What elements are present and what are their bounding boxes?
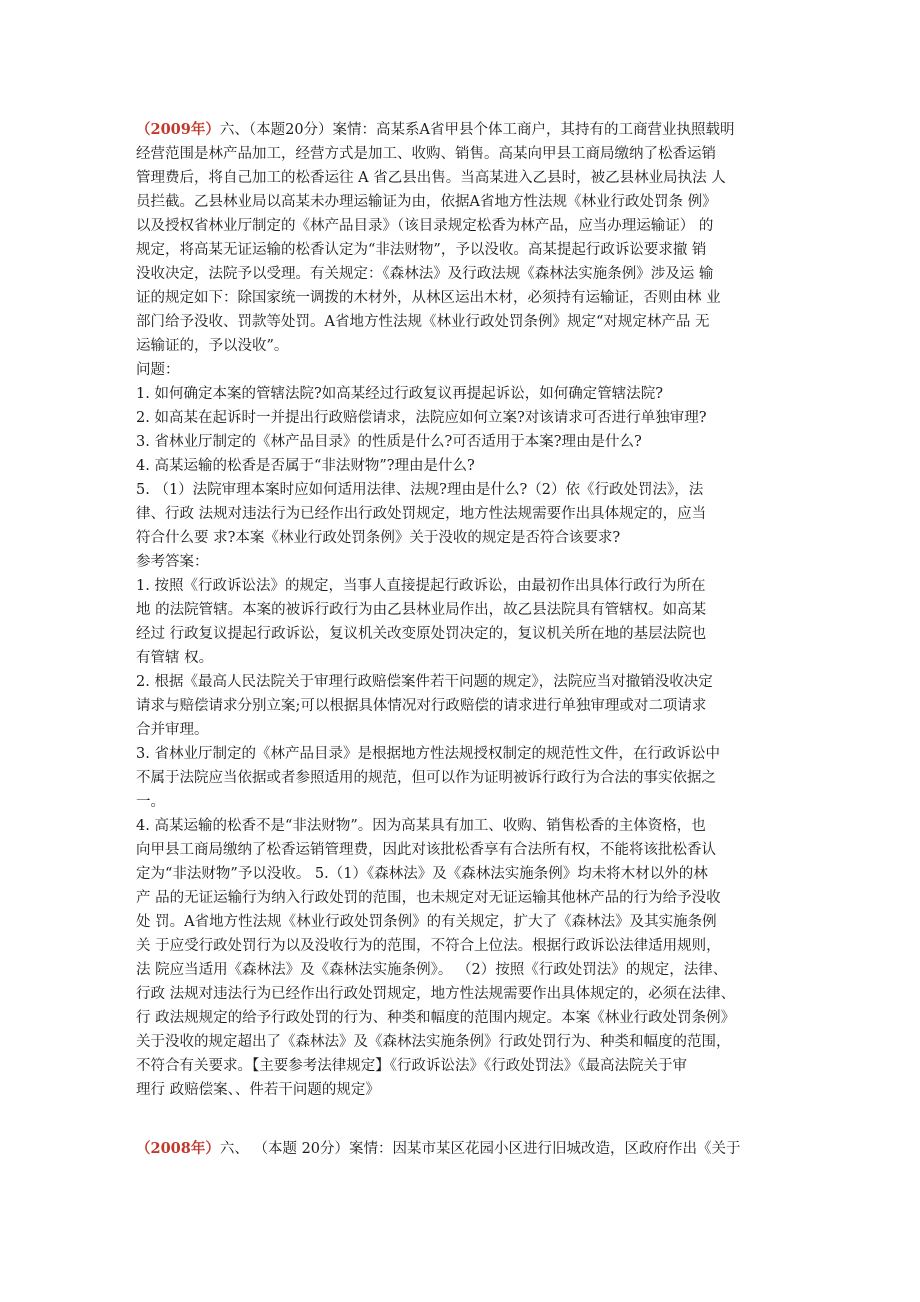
answer-line: 有管辖 权。: [136, 650, 214, 666]
question-line: 1. 如何确定本案的管辖法院?如高某经过行政复议再提起诉讼，如何确定管辖法院?: [136, 386, 663, 402]
answer-line: 向甲县工商局缴纳了松香运销管理费，因此对该批松香享有合法所有权，不能将该批松香认: [136, 842, 716, 858]
case-text-line: 部门给予没收、罚款等处罚。A省地方性法规《林业行政处罚条例》规定“对规定林产品 无: [136, 314, 710, 330]
question-line: 4. 高某运输的松香是否属于“非法财物”?理由是什么?: [136, 458, 475, 474]
case-text-line: 证的规定如下：除国家统一调拨的木材外，从林区运出木材，必须持有运输证，否则由林 业: [136, 290, 721, 306]
answer-line: 关 于应受行政处罚行为以及没收行为的范围，不符合上位法。根据行政诉讼法律适用规则，: [136, 938, 721, 954]
answer-line: 请求与赔偿请求分别立案;可以根据具体情况对行政赔偿的请求进行单独审理或对二项请求: [136, 698, 707, 714]
case-2008: [136, 1137, 816, 1161]
answer-line: 4. 高某运输的松香不是“非法财物”。因为高某具有加工、收购、销售松香的主体资格，也: [136, 818, 706, 834]
answer-line: 3. 省林业厅制定的《林产品目录》是根据地方性法规授权制定的规范性文件，在行政诉讼中: [136, 746, 720, 762]
case-2008-line-1: （2008年）六、 （本题 20分）案情：因某市某区花园小区进行旧城改造，区政府作出《关于: [136, 1140, 741, 1157]
answers-header: 参考答案：: [136, 554, 209, 570]
year-label: （2009年）: [136, 121, 220, 138]
case-text-line: 运输证的，予以没收”。: [136, 338, 289, 354]
case-2009-line-1: （2009年）六、（本题20分）案情：高某系A省甲县个体工商户，其持有的工商营业执照载明: [136, 121, 735, 138]
case-text-line: 没收决定，法院予以受理。有关规定：《森林法》及行政法规《森林法实施条例》涉及运 输: [136, 266, 714, 282]
answer-line: 2. 根据《最高人民法院关于审理行政赔偿案件若干问题的规定》，法院应当对撤销没收决定: [136, 674, 713, 690]
question-line: 符合什么要 求?本案《林业行政处罚条例》关于没收的规定是否符合该要求?: [136, 530, 621, 546]
questions-header: 问题：: [136, 362, 180, 378]
question-line: 5. （1）法院审理本案时应如何适用法律、法规?理由是什么?（2）依《行政处罚法》，法: [136, 482, 704, 498]
case-2009: [136, 118, 796, 1102]
question-line: 律、行政 法规对违法行为已经作出行政处罚规定，地方性法规需要作出具体规定的，应当: [136, 506, 707, 522]
answer-line: 不符合有关要求。【主要参考法律规定】《行政诉讼法》《行政处罚法》《最高法院关于审: [136, 1058, 687, 1074]
answer-line: 地 的法院管辖。本案的被诉行政行为由乙县林业局作出，故乙县法院具有管辖权。如高某: [136, 602, 707, 618]
case-text-line: 员拦截。乙县林业局以高某未办理运输证为由，依据A省地方性法规《林业行政处罚条 例》: [136, 194, 717, 210]
answer-line: 处 罚。A省地方性法规《林业行政处罚条例》的有关规定，扩大了《森林法》及其实施条例: [136, 914, 717, 930]
answer-line: 关于没收的规定超出了《森林法》及《森林法实施条例》行政处罚行为、种类和幅度的范围，: [136, 1034, 731, 1050]
case-text-line: 以及授权省林业厅制定的《林产品目录》（该目录规定松香为林产品，应当办理运输证） 的: [136, 218, 714, 234]
case-text-line: 规定，将高某无证运输的松香认定为“非法财物”，予以没收。高某提起行政诉讼要求撤 销: [136, 242, 707, 258]
answer-line: 产 品的无证运输行为纳入行政处罚的范围，也未规定对无证运输其他林产品的行为给予没收: [136, 890, 721, 906]
answer-line: 理行 政赔偿案、、件若干问题的规定》: [136, 1082, 380, 1098]
case-text-line: 管理费后，将自己加工的松香运往 A 省乙县出售。当高某进入乙县时，被乙县林业局执法 人: [136, 170, 726, 186]
answer-line: 行政 法规对违法行为已经作出行政处罚规定，地方性法规需要作出具体规定的，必须在法律、: [136, 986, 736, 1002]
answer-line: 合并审理。: [136, 722, 209, 738]
answer-line: 不属于法院应当依据或者参照适用的规范，但可以作为证明被诉行政行为合法的事实依据之: [136, 770, 716, 786]
answer-line: 法 院应当适用《森林法》及《森林法实施条例》。 （2）按照《行政处罚法》的规定，法律、: [136, 962, 728, 978]
answer-line: 1. 按照《行政诉讼法》的规定，当事人直接提起行政诉讼，由最初作出具体行政行为所在: [136, 578, 706, 594]
answer-line: 行 政法规规定的给予行政处罚的行为、种类和幅度的范围内规定。本案《林业行政处罚条例》: [136, 1010, 736, 1026]
answer-line: 一。: [136, 794, 165, 810]
case-text-line: 经营范围是林产品加工，经营方式是加工、收购、销售。高某向甲县工商局缴纳了松香运销: [136, 146, 716, 162]
year-label: （2008年）: [136, 1140, 220, 1157]
answer-line: 经过 行政复议提起行政诉讼，复议机关改变原处罚决定的，复议机关所在地的基层法院也: [136, 626, 707, 642]
question-line: 3. 省林业厅制定的《林产品目录》的性质是什么?可否适用于本案?理由是什么?: [136, 434, 642, 450]
question-line: 2. 如高某在起诉时一并提出行政赔偿请求，法院应如何立案?对该请求可否进行单独审理?: [136, 410, 707, 426]
answer-line: 定为“非法财物”予以没收。 5.（1）《森林法》及《森林法实施条例》均未将木材以外的林: [136, 866, 708, 882]
